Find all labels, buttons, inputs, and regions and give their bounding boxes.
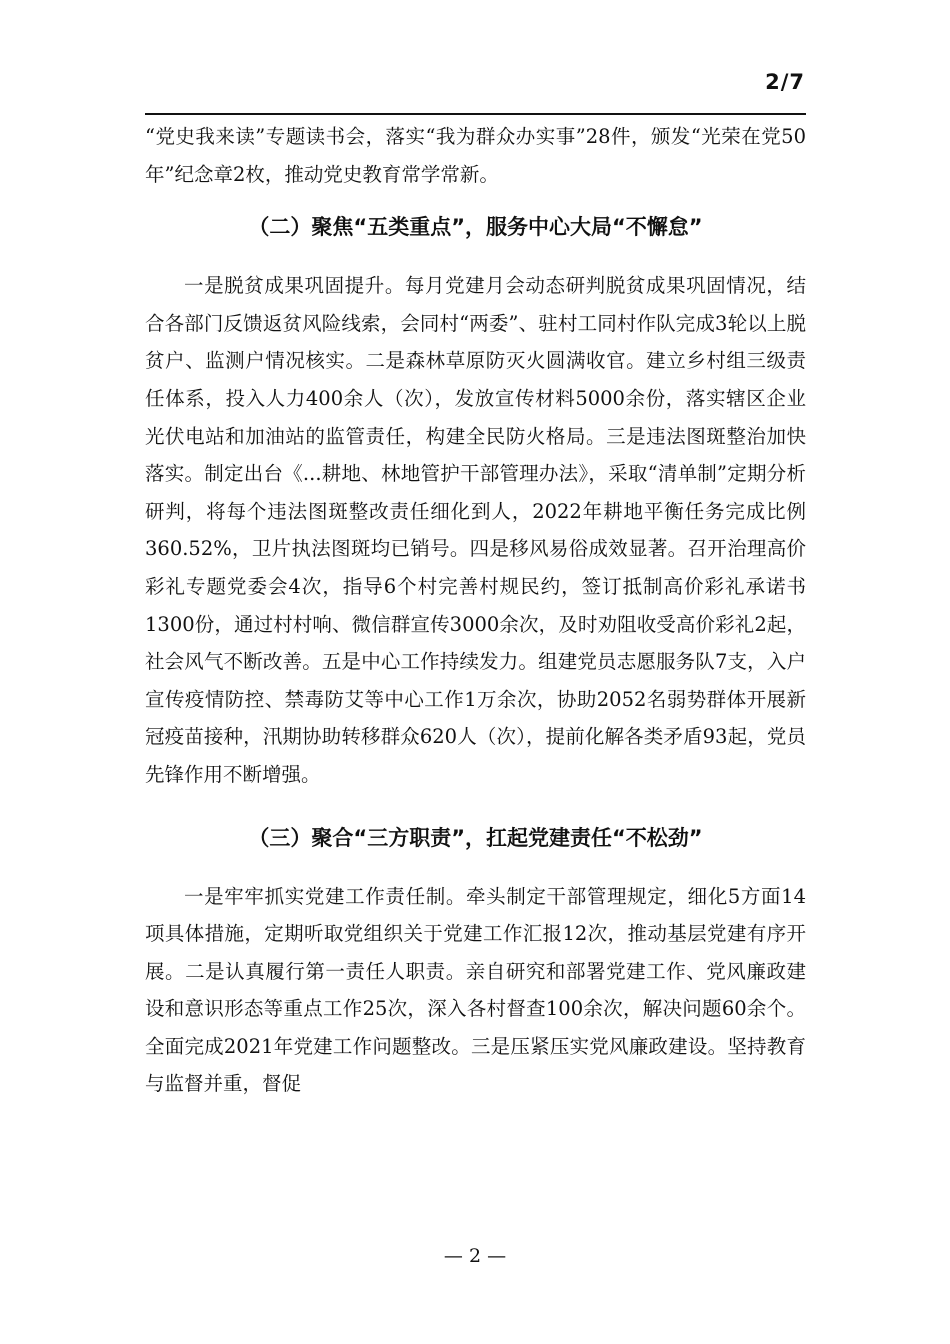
document-body: [145, 118, 806, 1103]
page-counter: 2/7: [765, 70, 805, 94]
footer-page-number: — 2 —: [443, 1245, 507, 1267]
header-divider: [145, 113, 806, 115]
section-heading-2: （二）聚焦“五类重点”，服务中心大局“不懈怠”: [248, 215, 703, 240]
section-2-paragraph: 一是脱贫成果巩固提升。每月党建月会动态研判脱贫成果巩固情况，结合各部门反馈返贫风险线索，会同村“两委”、驻村工同村作队完成3轮以上脱贫户、监测户情况核实。二是森林草原防灭火圆满收官。建立乡村组三级责任体系，投入人力400余人（次），发放宣传材料5000余份，落实辖区企业光伏电站和加油站的监管责任，构建全民防火格局。三是违法图斑整治加快落实。制定出台《...耕地、林地管护干部管理办法》，采取“清单制”定期分析研判，将每个违法图斑整改责任细化到人，2022年耕地平衡任务完成比例360.52%，卫片执法图斑均已销号。四是移风易俗成效显著。召开治理高价彩礼专题党委会4次，指导6个村完善村规民约，签订抵制高价彩礼承诺书1300份，通过村村响、微信群宣传3000余次，及时劝阻收受高价彩礼2起，社会风气不断改善。五是中心工作持续发力。组建党员志愿服务队7支，入户宣传疫情防控、禁毒防艾等中心工作1万余次，协助2052名弱势群体开展新冠疫苗接种，汛期协助转移群众620人（次），提前化解各类矛盾93起，党员先锋作用不断增强。: [145, 274, 806, 786]
section-3-paragraph: 一是牢牢抓实党建工作责任制。牵头制定干部管理规定，细化5方面14项具体措施，定期听取党组织关于党建工作汇报12次，推动基层党建有序开展。二是认真履行第一责任人职责。亲自研究和部署党建工作、党风廉政建设和意识形态等重点工作25次，深入各村督查100余次，解决问题60余个。全面完成2021年党建工作问题整改。三是压紧压实党风廉政建设。坚持教育与监督并重，督促: [145, 884, 806, 1096]
continued-paragraph: “党史我来读”专题读书会，落实“我为群众办实事”28件，颁发“光荣在党50年”纪念章2枚，推动党史教育常学常新。: [145, 125, 806, 186]
section-heading-3: （三）聚合“三方职责”，扛起党建责任“不松劲”: [248, 825, 703, 850]
